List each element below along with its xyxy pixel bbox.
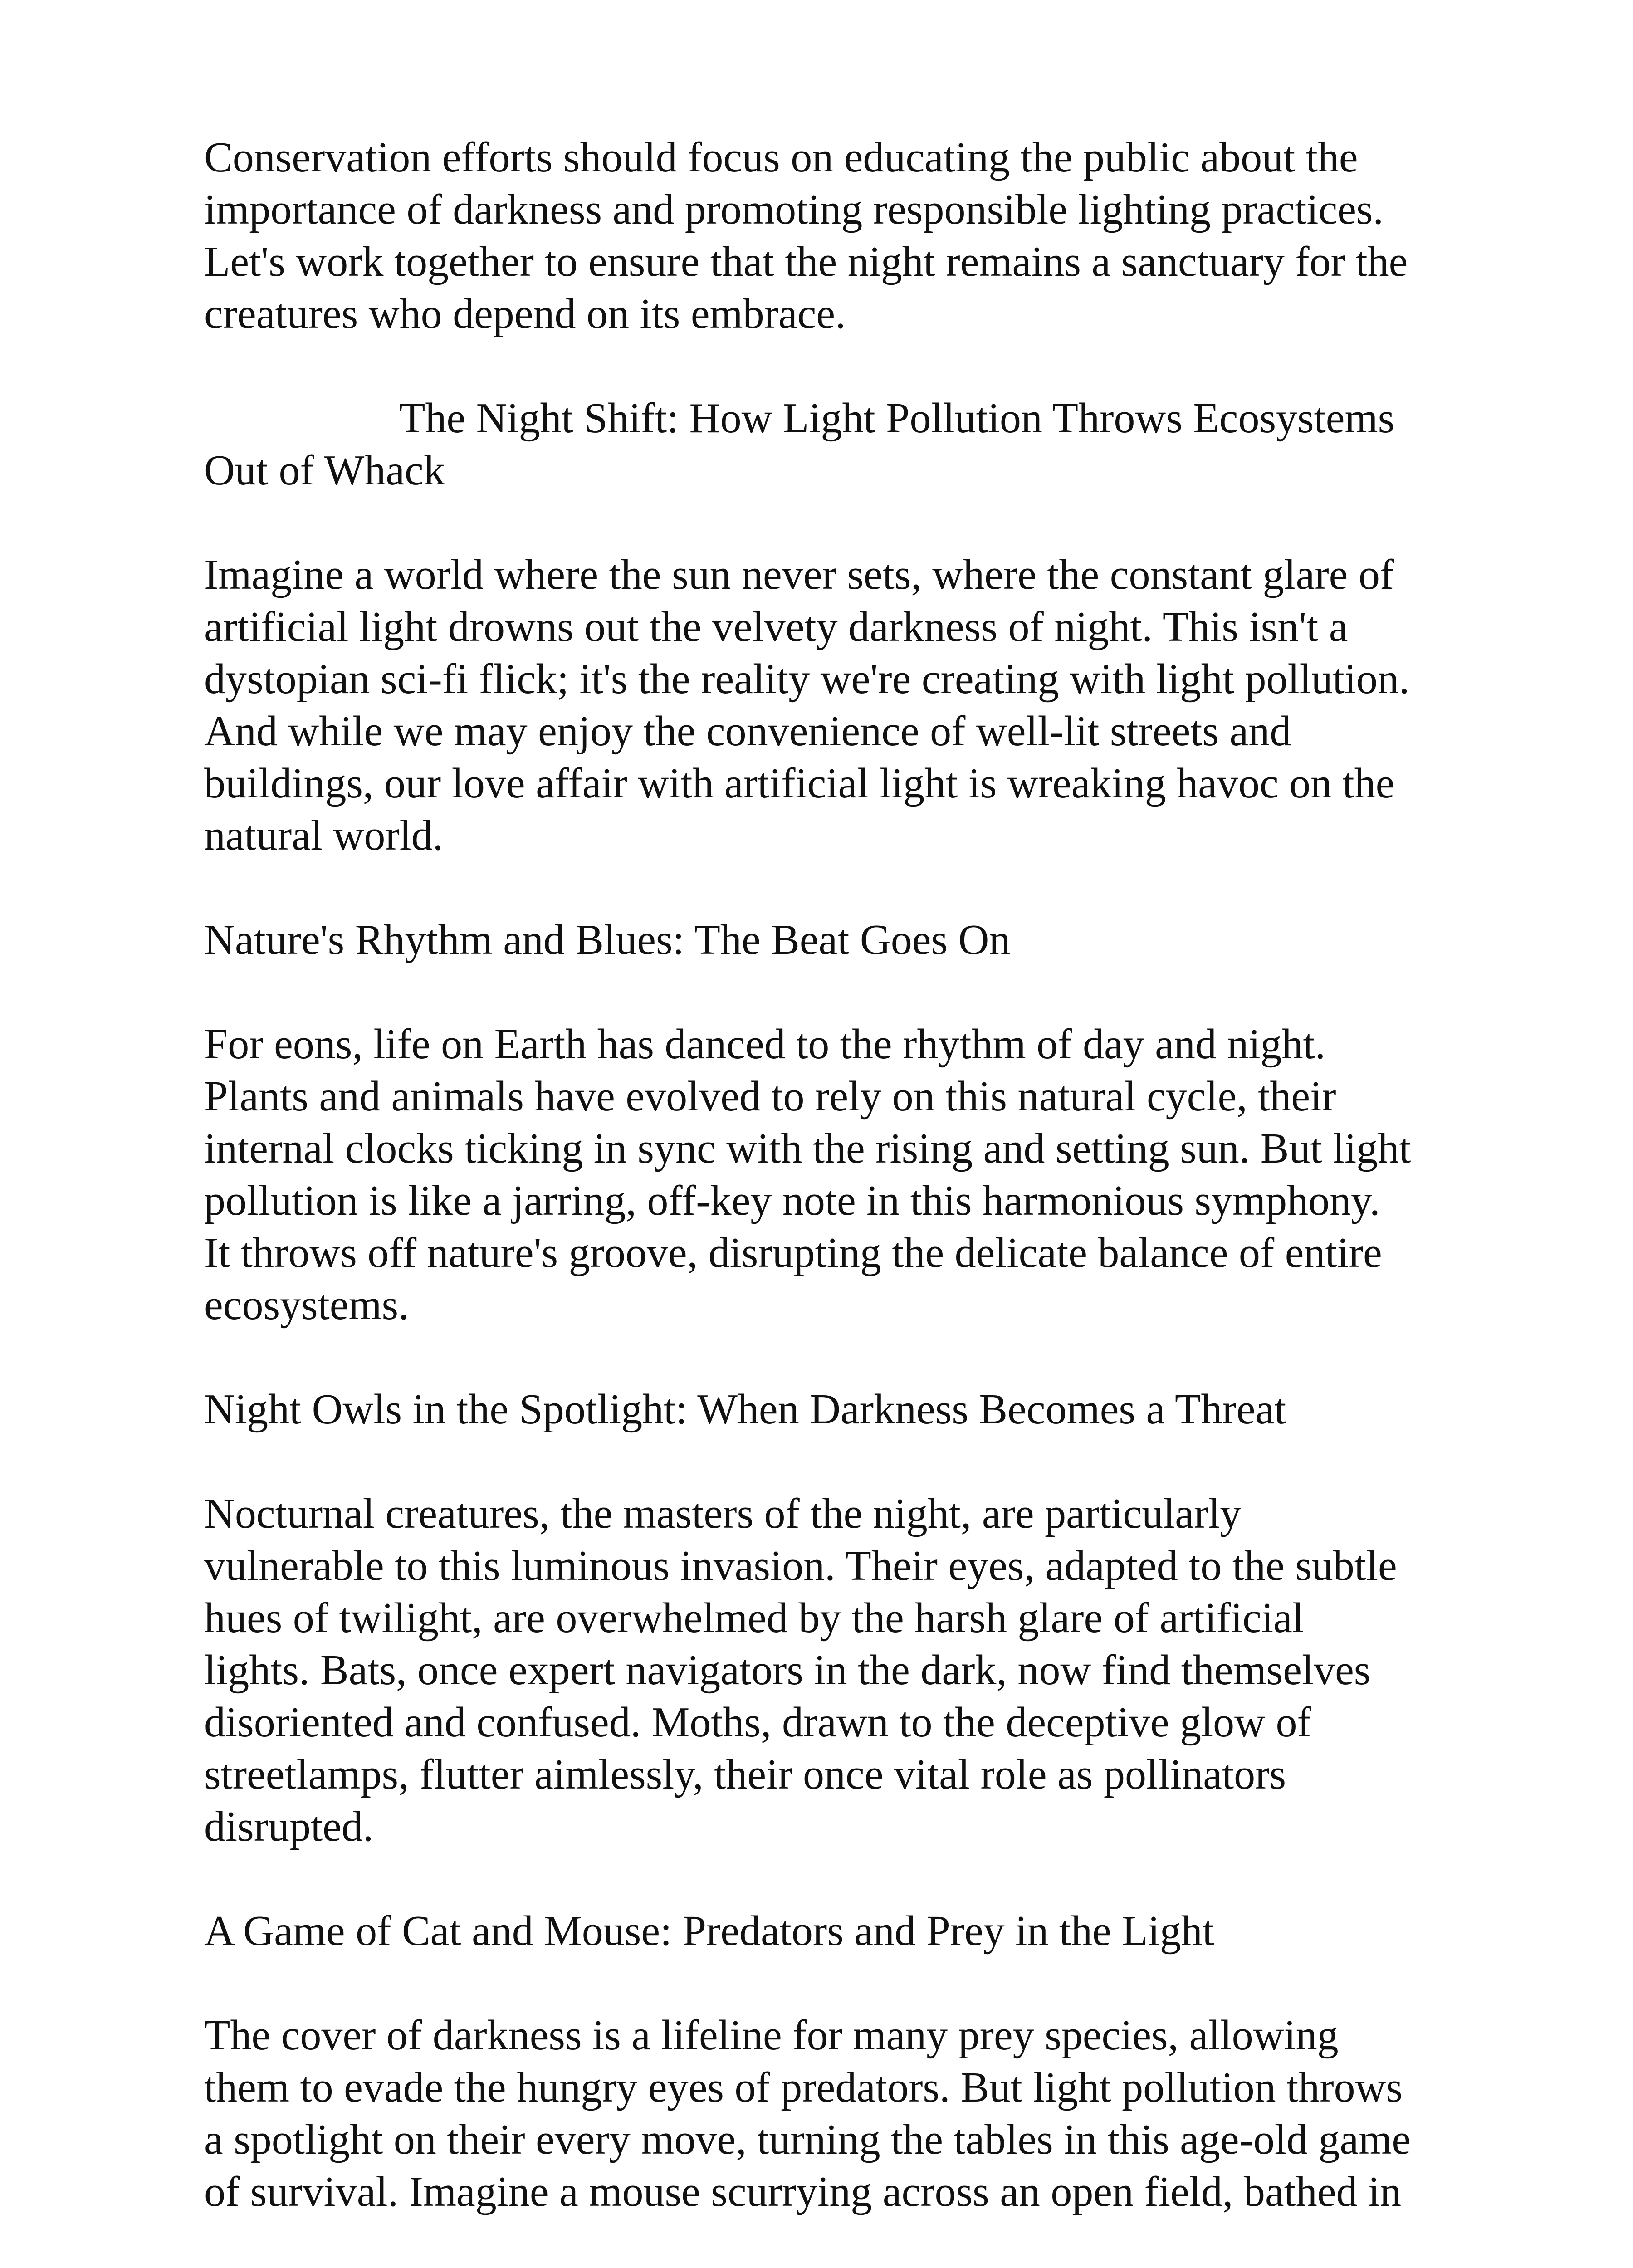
text-line: disoriented and confused. Moths, drawn to the deceptive glow of (204, 1699, 1311, 1746)
paragraph-nocturnal (204, 1488, 1520, 1853)
chapter-heading (204, 392, 1520, 497)
text-line: of survival. Imagine a mouse scurrying across an open field, bathed in (204, 2168, 1402, 2215)
text-line: Plants and animals have evolved to rely on this natural cycle, their (204, 1073, 1336, 1120)
text-line: Conservation efforts should focus on educating the public about the (204, 134, 1358, 181)
text-line: internal clocks ticking in sync with the rising and setting sun. But light (204, 1125, 1411, 1172)
text-line: importance of darkness and promoting responsible lighting practices. (204, 186, 1384, 233)
paragraph-conservation (204, 132, 1520, 340)
text-line: hues of twilight, are overwhelmed by the harsh glare of artificial (204, 1594, 1304, 1642)
text-line: streetlamps, flutter aimlessly, their once vital role as pollinators (204, 1751, 1286, 1798)
text-line: It throws off nature's groove, disrupting the delicate balance of entire (204, 1229, 1382, 1276)
heading-line: Out of Whack (204, 447, 445, 494)
text-line: disrupted. (204, 1803, 374, 1850)
text-line: creatures who depend on its embrace. (204, 290, 846, 337)
paragraph-eons (204, 1018, 1520, 1331)
section-heading-cat-and-mouse (204, 1905, 1520, 1957)
paragraph-imagine (204, 549, 1520, 862)
text-line: And while we may enjoy the convenience of well-lit streets and (204, 708, 1291, 755)
text-line: pollution is like a jarring, off-key note in this harmonious symphony. (204, 1177, 1380, 1224)
section-heading-night-owls (204, 1383, 1520, 1436)
section-heading-rhythm (204, 914, 1520, 966)
text-line: The cover of darkness is a lifeline for many prey species, allowing (204, 2012, 1339, 2059)
paragraph-cover-of-darkness (204, 2009, 1520, 2218)
heading-line: The Night Shift: How Light Pollution Throws Ecosystems (399, 395, 1395, 442)
text-line: For eons, life on Earth has danced to the rhythm of day and night. (204, 1021, 1326, 1068)
text-line: artificial light drowns out the velvety darkness of night. This isn't a (204, 603, 1348, 650)
text-line: Imagine a world where the sun never sets, where the constant glare of (204, 551, 1394, 598)
heading-line: A Game of Cat and Mouse: Predators and Prey in the Light (204, 1907, 1214, 1955)
text-line: a spotlight on their every move, turning the tables in this age-old game (204, 2116, 1411, 2163)
text-line: ecosystems. (204, 1281, 409, 1329)
text-line: vulnerable to this luminous invasion. Their eyes, adapted to the subtle (204, 1542, 1397, 1589)
text-line: dystopian sci-fi flick; it's the reality we're creating with light pollution. (204, 655, 1410, 703)
heading-line: Nature's Rhythm and Blues: The Beat Goes On (204, 916, 1011, 963)
text-line: natural world. (204, 812, 444, 859)
text-line: Nocturnal creatures, the masters of the night, are particularly (204, 1490, 1242, 1537)
heading-line: Night Owls in the Spotlight: When Darkness Becomes a Threat (204, 1386, 1286, 1433)
text-line: Let's work together to ensure that the night remains a sanctuary for the (204, 238, 1408, 285)
page-body (204, 132, 1520, 2218)
text-line: them to evade the hungry eyes of predators. But light pollution throws (204, 2064, 1403, 2111)
text-line: buildings, our love affair with artificial light is wreaking havoc on the (204, 760, 1395, 807)
text-line: lights. Bats, once expert navigators in the dark, now find themselves (204, 1647, 1371, 1694)
